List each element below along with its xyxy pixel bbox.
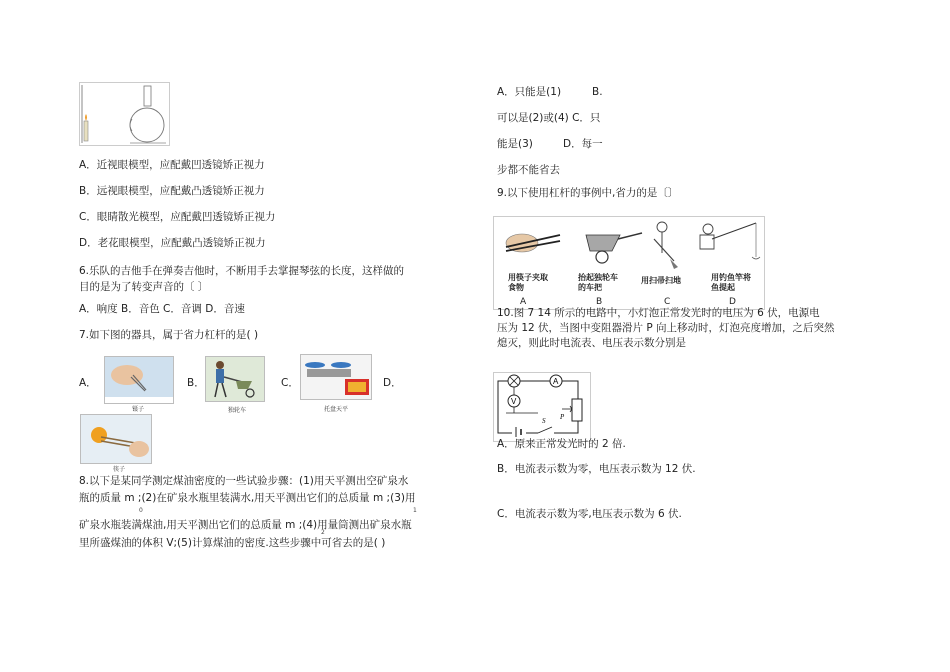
q8-subscript-0: 0 [139,507,143,514]
wheelbarrow-caption: 独轮车 [228,407,247,414]
q9-label-c: 用扫帚扫地 [641,276,681,285]
q7-option-b: B． [187,377,205,389]
q10-option-c: C．电流表示数为零,电压表示数为 6 伏. [497,508,682,520]
q9-label-b: 抬起独轮车的车把 [578,273,618,292]
chopsticks-image [80,414,152,464]
balance-scale-image [300,354,372,400]
chopsticks-caption: 筷子 [113,466,126,473]
q10-stem-line1: 10.图 7 14 所示的电路中，小灯泡正常发光时的电压为 6 伏，电源电 [497,307,820,319]
q9-letter-c: C [664,297,671,307]
q8-option-b-c: 可以是(2)或(4) C．只 [497,112,601,124]
q5-option-d: D．老花眼模型，应配戴凸透镜矫正视力 [79,237,266,249]
q8-option-d-cont: 步都不能省去 [497,164,560,176]
q8-option-c-cont: 能是(3) [497,138,533,150]
q5-option-b: B．远视眼模型，应配戴凸透镜矫正视力 [79,185,265,197]
q6-stem-line2: 目的是为了转变声音的〔 〕 [79,281,209,293]
q6-stem-line1: 6.乐队的吉他手在弹奏吉他时，不断用手去掌握琴弦的长度，这样做的 [79,265,405,277]
balance-scale-caption: 托盘天平 [324,406,349,413]
q8-option-a: A．只能是(1) [497,86,562,98]
tweezers-caption: 镊子 [132,406,145,413]
voltmeter-symbol: V [511,397,517,406]
q9-stem: 9.以下使用杠杆的事例中,省力的是〔〕 [497,187,679,199]
q9-letter-d: D [729,297,736,307]
q8-stem-line2: 瓶的质量 m ;(2)在矿泉水瓶里装满水,用天平测出它们的总质量 m ;(3)用 [79,492,416,504]
q8-stem-line3: 矿泉水瓶装满煤油,用天平测出它们的总质量 m ;(4)用量筒测出矿泉水瓶 [79,519,412,531]
q8-option-d: D．每一 [563,138,603,150]
q5-option-a: A．近视眼模型，应配戴凹透镜矫正视力 [79,159,265,171]
slider-label: P [560,413,565,421]
q7-option-c: C． [281,377,299,389]
q10-stem-line2: 压为 12 伏，当图中变阻器滑片 P 向上移动时，灯泡亮度增加，之后突然 [497,322,835,334]
switch-label: S [542,417,546,425]
q9-letter-a: A [520,297,527,307]
q10-option-b: B．电流表示数为零，电压表示数为 12 伏. [497,463,696,475]
tweezers-image [104,356,174,404]
q6-options: A．响度 B．音色 C．音调 D．音速 [79,303,245,315]
q10-option-a: A．原来正常发光时的 2 倍. [497,438,626,450]
q7-stem: 7.如下图的器具，属于省力杠杆的是( ) [79,329,259,341]
q9-label-a: 用筷子夹取食物 [508,273,548,292]
q10-stem-line3: 熄灭，则此时电流表、电压表示数分别是 [497,337,686,349]
q8-option-b-label: B. [592,86,603,98]
q7-option-d: D． [383,377,402,389]
wheelbarrow-image [205,356,265,402]
q9-lever-figure [493,216,765,310]
eye-model-figure [79,82,170,146]
q7-option-a: A． [79,377,97,389]
q8-subscript-1: 1 [413,507,417,514]
ammeter-symbol: A [553,377,559,386]
q8-subscript-2: 2 [321,529,325,536]
circuit-diagram [493,372,591,442]
q9-label-d: 用钓鱼竿将鱼提起 [711,273,751,292]
q8-stem-line1: 8.以下是某同学测定煤油密度的一些试验步骤：(1)用天平测出空矿泉水 [79,475,409,487]
q9-letter-b: B [596,297,603,307]
q8-stem-line4: 里所盛煤油的体积 V;(5)计算煤油的密度.这些步骤中可省去的是( ) [79,537,386,549]
q5-option-c: C．眼睛散光模型，应配戴凹透镜矫正视力 [79,211,276,223]
